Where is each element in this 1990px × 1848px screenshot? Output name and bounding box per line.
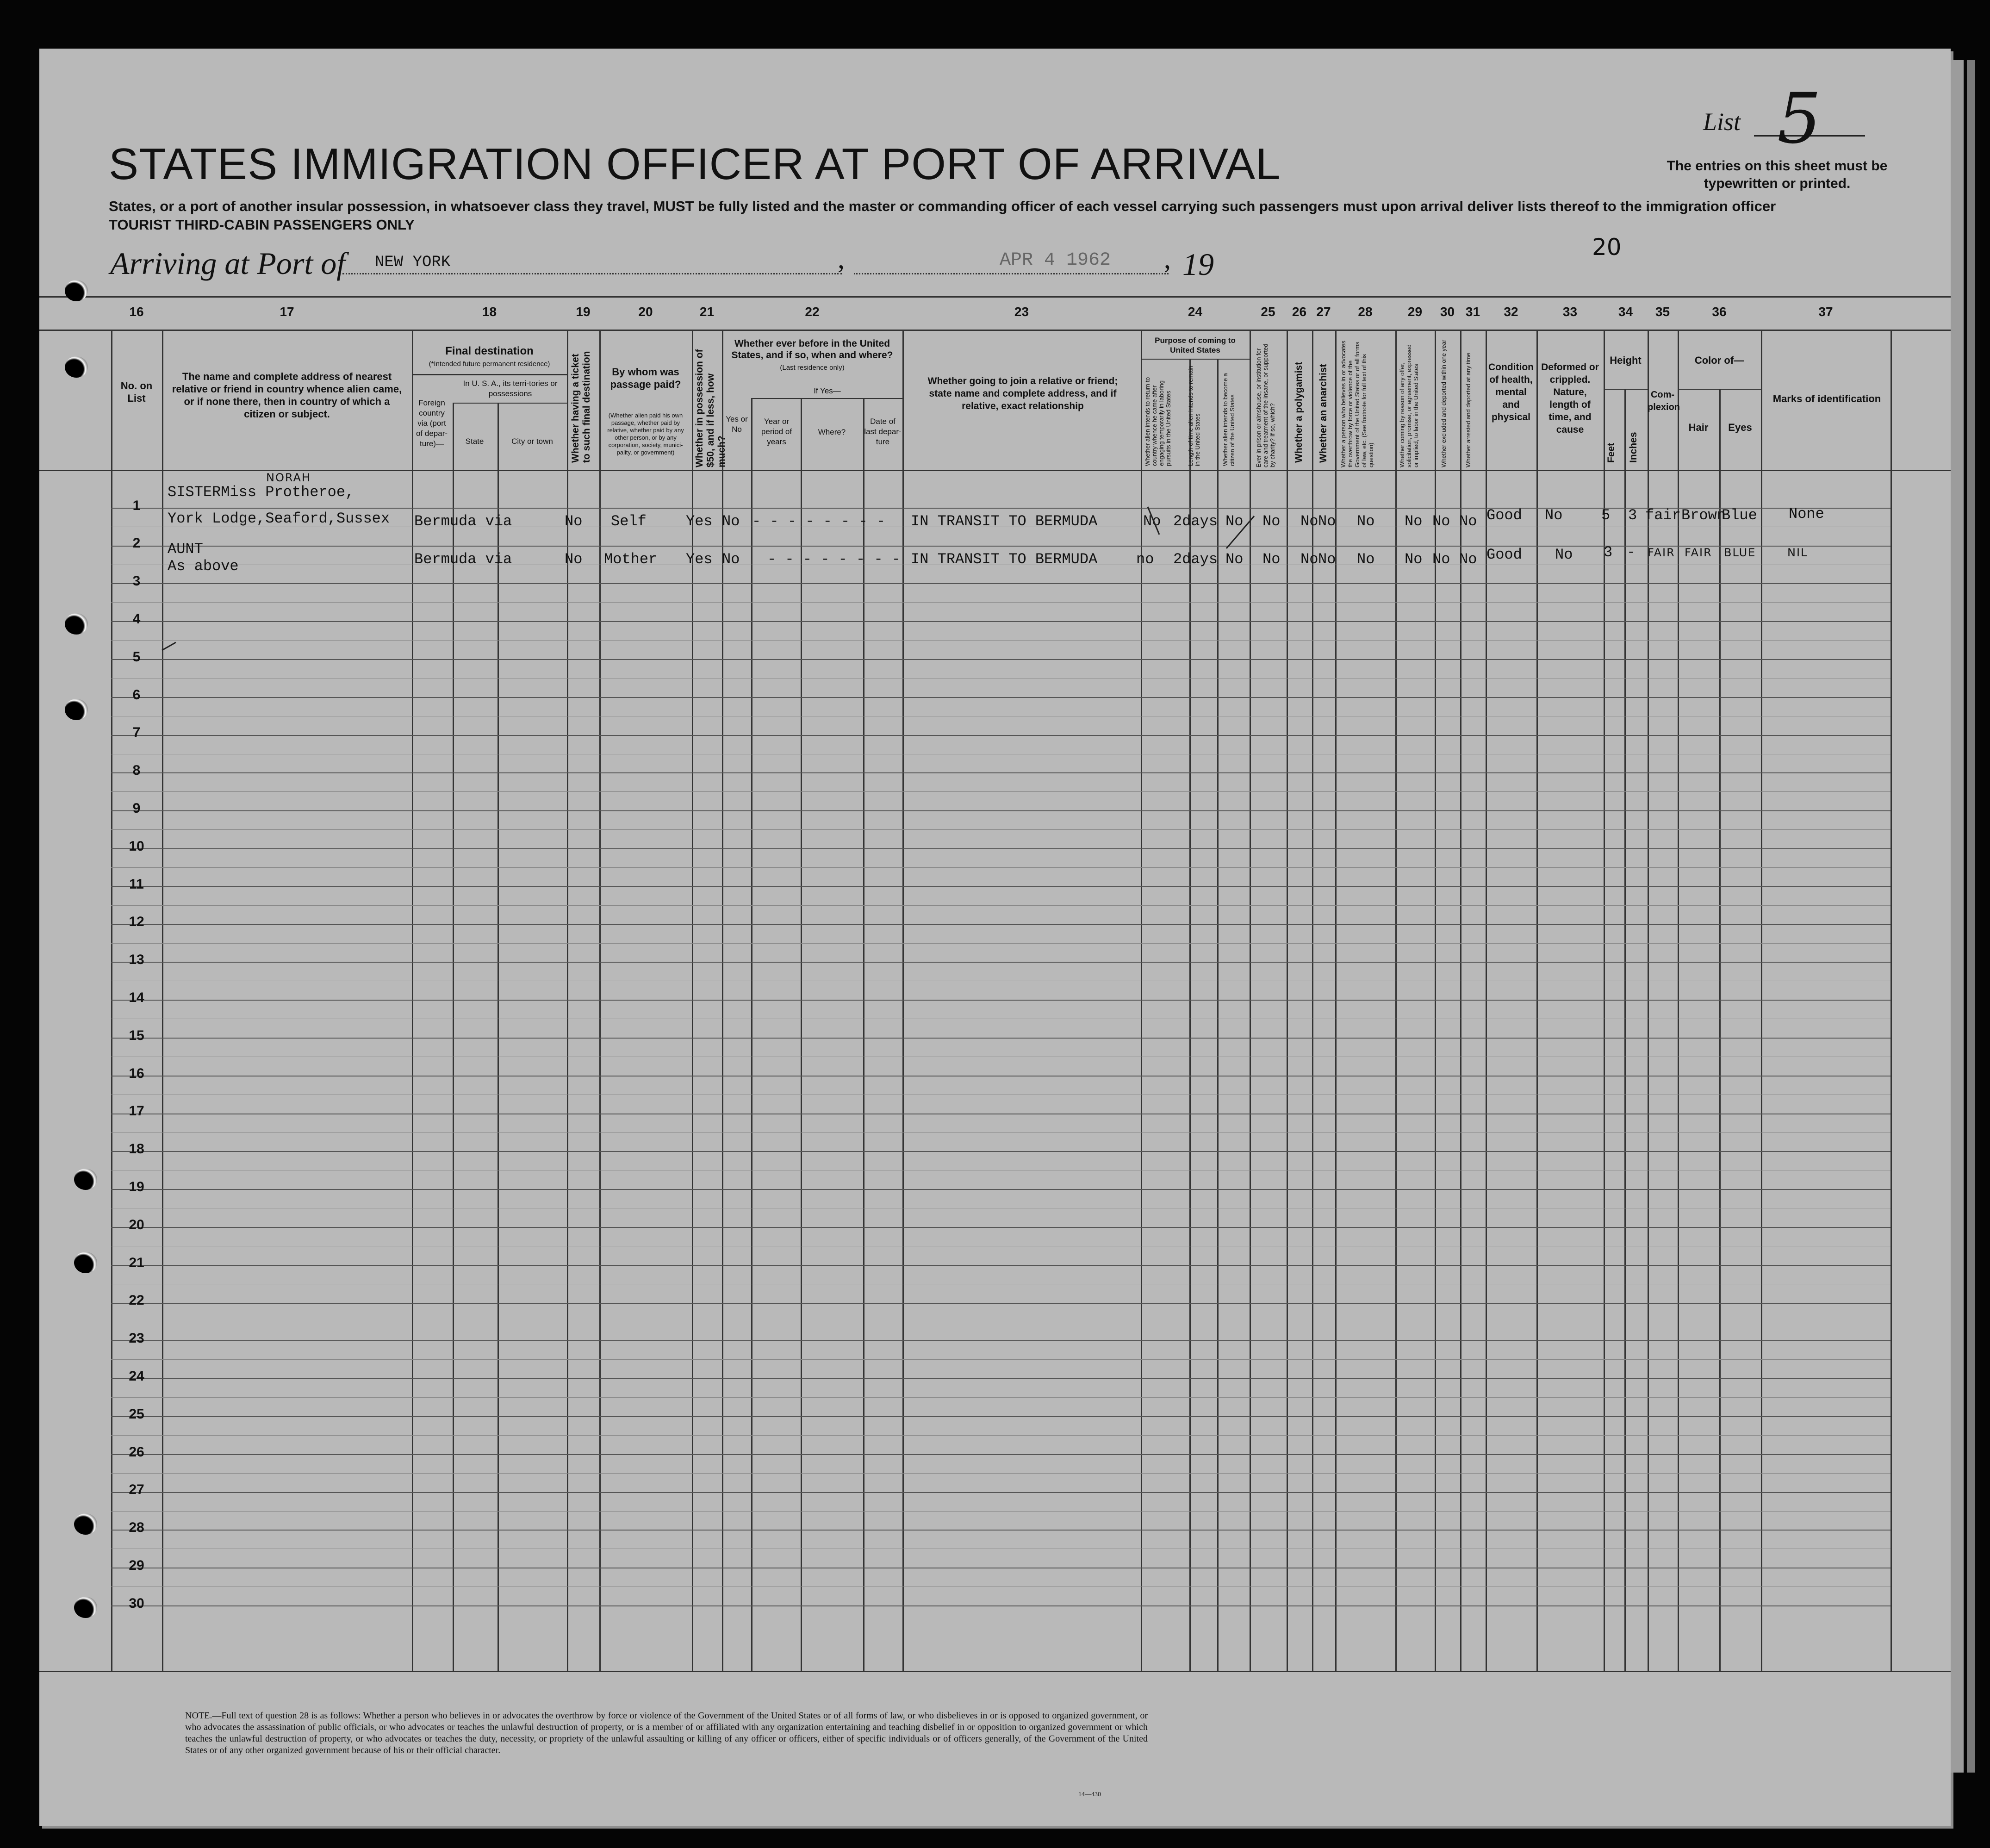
row-number: 25	[129, 1406, 144, 1422]
row2-complexion: FAIR	[1648, 546, 1675, 559]
row2-foreign: Bermuda via	[414, 551, 512, 568]
row-number: 7	[132, 725, 141, 740]
row-half-divider	[111, 640, 1890, 641]
punch-hole	[74, 1597, 97, 1618]
row2-possession: Yes	[686, 551, 713, 568]
header-final-destination: Final destination	[445, 345, 534, 357]
header-q29: Whether coming by reason of any offer, solicitation, promise, or agreement, expressed or implied, to labor in the United States	[1399, 344, 1419, 467]
header-by-whom: By whom was passage paid?	[610, 366, 681, 390]
colnum-30: 30	[1440, 305, 1455, 319]
header-yes-or-no: Yes or No	[726, 415, 748, 434]
header-if-yes: If Yes—	[814, 386, 841, 395]
colnum-18: 18	[482, 305, 497, 319]
row1-possession: Yes	[686, 513, 713, 530]
header-complexion: Com-plexion	[1648, 390, 1680, 412]
row1-paid-by: Self	[611, 513, 647, 530]
row-half-divider	[111, 1397, 1890, 1398]
row-half-divider	[111, 602, 1890, 603]
header-eyes: Eyes	[1728, 422, 1752, 433]
row1-ticket: No	[565, 513, 583, 530]
header-state: State	[465, 437, 484, 446]
row1-foreign: Bermuda via	[414, 513, 512, 530]
colnum-20: 20	[638, 305, 653, 319]
row-number: 9	[132, 801, 141, 816]
row-number: 18	[129, 1141, 144, 1157]
table-top-border	[39, 296, 1951, 298]
row1-q29: No	[1405, 513, 1423, 530]
header-hair: Hair	[1688, 422, 1709, 433]
punch-hole	[65, 356, 88, 378]
row2-marks: NIL	[1787, 546, 1808, 559]
column-divider	[801, 398, 802, 1671]
header-color-rule	[1678, 389, 1761, 390]
row1-q28: No	[1357, 513, 1375, 530]
row-number: 19	[129, 1179, 144, 1195]
colnum-22: 22	[805, 305, 820, 319]
table-header-border	[39, 470, 1951, 471]
list-number: 5	[1777, 79, 1822, 159]
header-foreign-country: Foreign country via (port of depar-ture)—	[416, 398, 448, 448]
row-half-divider	[111, 1359, 1890, 1360]
row-number: 23	[129, 1331, 144, 1346]
colnum-27: 27	[1316, 305, 1331, 319]
row-half-divider	[111, 1511, 1890, 1512]
header-color-of: Color of—	[1694, 355, 1744, 366]
row1-purpose-b: 2days	[1173, 513, 1218, 530]
row-divider	[111, 1530, 1890, 1531]
column-divider	[1719, 389, 1721, 1671]
row-number: 6	[132, 687, 141, 703]
header-final-destination-note: (*Intended future permanent residence)	[429, 360, 550, 368]
row-number: 24	[129, 1369, 144, 1384]
row1-relative-handwritten: NORAH	[266, 471, 311, 484]
row-number: 28	[129, 1520, 144, 1536]
row-divider	[111, 1265, 1890, 1266]
page-edge-right-2	[1967, 60, 1975, 1773]
colnum-37: 37	[1818, 305, 1833, 319]
typewritten-note: The entries on this sheet must be typewritten or printed.	[1667, 158, 1888, 191]
row1-q30: No	[1432, 513, 1450, 530]
row-number: 1	[132, 498, 141, 513]
row-divider	[111, 546, 1890, 547]
row2-anarchist: No	[1318, 551, 1336, 568]
header-polygamist: Whether a polygamist	[1294, 361, 1304, 463]
header-purpose: Purpose of coming to United States	[1155, 336, 1236, 355]
colnum-36: 36	[1712, 305, 1727, 319]
row-divider	[111, 1454, 1890, 1455]
row-number: 26	[129, 1444, 144, 1460]
header-prison: Ever in prison or almshouse, or institution for care and treatment of the insane, or supported by charity? If so, which?	[1255, 343, 1276, 467]
row-divider	[111, 1038, 1890, 1039]
colnum-21: 21	[699, 305, 715, 319]
row-divider	[111, 772, 1890, 773]
row1-ever-before: No	[722, 513, 740, 530]
check-mark-purpose	[1138, 502, 1259, 558]
header-deformed: Deformed or crippled. Nature, length of time, and cause	[1541, 362, 1599, 435]
colnum-24: 24	[1188, 305, 1203, 319]
header-if-yes-rule	[751, 398, 902, 399]
row2-deformed: No	[1555, 546, 1573, 563]
row-divider	[111, 886, 1890, 887]
row-number: 22	[129, 1293, 144, 1308]
row-divider	[111, 1227, 1890, 1228]
header-q31: Whether arrested and deported at any time	[1465, 353, 1472, 467]
row-half-divider	[111, 1473, 1890, 1474]
colnum-34: 34	[1618, 305, 1633, 319]
header-purpose-rule	[1141, 359, 1250, 360]
row1-relative-line1: SISTERMiss Protheroe,	[168, 484, 354, 501]
row-divider	[111, 621, 1890, 622]
row-number: 21	[129, 1255, 144, 1270]
row-divider	[111, 810, 1890, 811]
punch-hole	[74, 1252, 97, 1273]
column-divider	[1624, 389, 1626, 1671]
row-divider	[111, 1000, 1890, 1001]
header-ever-before: Whether ever before in the United States, and if so, when and where?	[731, 338, 893, 361]
arriving-label: Arriving at Port of	[110, 246, 346, 281]
row-divider	[111, 1605, 1890, 1606]
colnum-28: 28	[1358, 305, 1373, 319]
row1-feet: 5	[1601, 507, 1611, 524]
header-nearest-relative: The name and complete address of nearest relative or friend in country whence alien came, or if none there, then in country of which a citizen or subject.	[172, 371, 402, 420]
colnum-35: 35	[1655, 305, 1670, 319]
row-divider	[111, 848, 1890, 849]
row2-join: IN TRANSIT TO BERMUDA	[911, 551, 1098, 568]
row-divider	[111, 1189, 1890, 1190]
row-divider	[111, 1340, 1890, 1341]
row2-paid-by: Mother	[604, 551, 658, 568]
header-last-residence: (Last residence only)	[780, 364, 845, 372]
arrival-date-stamp: APR 4 1962	[1000, 250, 1111, 271]
row-half-divider	[111, 943, 1890, 944]
row-number: 16	[129, 1065, 144, 1081]
row2-ever-details: - - - - - - - -	[767, 551, 901, 568]
colnum-17: 17	[280, 305, 294, 319]
row-divider	[111, 1378, 1890, 1379]
row1-anarchist: No	[1318, 513, 1336, 530]
list-label: List	[1703, 108, 1741, 136]
header-no-on-list: No. on List	[120, 380, 153, 404]
row2-condition: Good	[1486, 546, 1522, 563]
row-number: 30	[129, 1595, 144, 1611]
colnum-23: 23	[1014, 305, 1029, 319]
footnote: NOTE.—Full text of question 28 is as follows: Whether a person who believes in or advocates the overthrow by force or violence of the Government of the United States or of all forms of law, or who disbelieves in or is opposed to organized government, or who advocates the assassination of public officials, or who advocates or teaches the unlawful destruction of property, or is a member of or affiliated with any organization entertaining and teaching disbelief in or opposition to organized government or which teaches the unlawful destruction of property, or who advocates or teaches the duty, necessity, or propriety of the unlawful assaulting or killing of any officer or officers, either of specific individuals or of officers generally, of the Government of the United States or of any other organized government because of his or their official character.	[185, 1711, 1148, 1755]
row2-relative-line2: As above	[168, 558, 239, 575]
row-half-divider	[111, 791, 1890, 792]
row-number: 13	[129, 952, 144, 968]
colnum-16: 16	[129, 305, 144, 319]
column-divider	[453, 403, 454, 1671]
row2-inches: -	[1627, 544, 1636, 561]
row-divider	[111, 1416, 1890, 1417]
row1-inches: 3	[1628, 507, 1637, 524]
comma-mark: ,	[838, 243, 845, 274]
row1-complexion: fair	[1645, 507, 1681, 524]
colnum-29: 29	[1407, 305, 1423, 319]
row-divider	[111, 962, 1890, 963]
year-prefix: 19	[1182, 247, 1214, 282]
row2-purpose-c: No	[1225, 551, 1244, 568]
header-final-destination-rule	[412, 374, 567, 375]
row2-purpose-a: no	[1136, 551, 1154, 568]
row-half-divider	[111, 1132, 1890, 1133]
row-number: 20	[129, 1217, 144, 1232]
header-purpose-b: Length of time alien intends to remain in the United States	[1187, 366, 1201, 466]
punch-hole	[74, 1513, 97, 1535]
header-marks: Marks of identification	[1772, 393, 1881, 404]
row1-condition: Good	[1486, 507, 1522, 524]
row1-deformed: No	[1545, 507, 1563, 524]
handwritten-year: 20	[1592, 234, 1622, 261]
row-number: 29	[129, 1558, 144, 1574]
row-number: 12	[129, 914, 144, 930]
header-anarchist: Whether an anarchist	[1318, 364, 1329, 463]
row2-eyes: BLUE	[1724, 546, 1756, 559]
row2-feet: 3	[1604, 544, 1613, 561]
row1-ever-details: - - - - - - - -	[752, 513, 886, 530]
row-number: 5	[132, 649, 141, 665]
header-possession: Whether in possession of $50, and if less, how much?	[694, 349, 727, 467]
row-divider	[111, 1151, 1890, 1152]
row-divider	[111, 1492, 1890, 1493]
column-divider	[498, 403, 499, 1671]
row-divider	[111, 1303, 1890, 1304]
column-divider	[751, 398, 752, 1671]
form-code: 14—430	[1078, 1791, 1101, 1798]
header-purpose-a: Whether alien intends to return to country whence he came after engaging temporarily in laboring pursuits in the United States	[1144, 377, 1172, 466]
row2-prison: No	[1262, 551, 1281, 568]
header-q30: Whether excluded and deported within one year	[1440, 339, 1447, 467]
row2-q29: No	[1405, 551, 1423, 568]
page-edge-right	[1951, 60, 1964, 1773]
colnum-26: 26	[1292, 305, 1307, 319]
row-number: 27	[129, 1482, 144, 1498]
column-divider	[863, 398, 864, 1671]
header-join-relative: Whether going to join a relative or friend; state name and complete address, and if relative, exact relationship	[927, 376, 1118, 411]
punch-hole	[74, 1169, 97, 1190]
row-number: 8	[132, 763, 141, 778]
row2-q30: No	[1432, 551, 1450, 568]
header-condition: Condition of health, mental and physical	[1488, 362, 1534, 423]
row1-q31: No	[1459, 513, 1477, 530]
header-ticket: Whether having a ticket to such final destination	[570, 351, 592, 463]
punch-hole	[65, 699, 88, 720]
header-by-whom-note: (Whether alien paid his own passage, whether paid by relative, whether paid by any other person, or by any corporation, society, munici-pality, or government)	[607, 412, 684, 456]
row1-polygamist: No	[1300, 513, 1318, 530]
row-half-divider	[111, 867, 1890, 868]
row1-eyes: Blue	[1722, 507, 1757, 524]
header-where: Where?	[818, 428, 846, 436]
row-number: 10	[129, 838, 144, 854]
header-feet: Feet	[1606, 442, 1617, 463]
row2-q28: No	[1357, 551, 1375, 568]
row-divider	[111, 735, 1890, 736]
page-subtitle: States, or a port of another insular possession, in whatsoever class they travel, MUST be fully listed and the master or commanding officer of each vessel carrying such passengers must upon arrival deliver lists thereof to the immigration officer	[109, 198, 1776, 214]
row-number: 17	[129, 1103, 144, 1119]
row1-hair: Brown	[1681, 507, 1726, 524]
punch-hole	[65, 280, 88, 301]
row1-purpose-c: No	[1225, 513, 1244, 530]
row-number: 14	[129, 990, 144, 1006]
row-number: 15	[129, 1027, 144, 1043]
row2-hair: FAIR	[1685, 546, 1712, 559]
arrival-port: NEW YORK	[375, 254, 451, 271]
colnum-31: 31	[1465, 305, 1480, 319]
header-date-departure: Date of last depar-ture	[864, 417, 902, 446]
row-half-divider	[111, 905, 1890, 906]
header-purpose-c: Whether alien intends to become a citizen of the United States	[1222, 373, 1236, 466]
row2-ever-before: No	[722, 551, 740, 568]
table-bottom-border	[39, 1671, 1951, 1672]
row-number: 4	[132, 611, 141, 627]
row1-relative-line2: York Lodge,Seaford,Sussex	[168, 510, 390, 527]
header-city: City or town	[511, 437, 553, 446]
row-number: 3	[132, 573, 141, 589]
row1-join: IN TRANSIT TO BERMUDA	[911, 513, 1098, 530]
port-line	[342, 273, 842, 274]
row-divider	[111, 659, 1890, 660]
comma-mark-2: ,	[1164, 243, 1171, 274]
row2-purpose-b: 2days	[1173, 551, 1218, 568]
header-in-usa-rule	[453, 403, 567, 404]
header-height-rule	[1604, 389, 1648, 390]
header-height: Height	[1610, 355, 1642, 366]
header-inches: Inches	[1628, 432, 1639, 463]
page-title: STATES IMMIGRATION OFFICER AT PORT OF ARRIVAL	[109, 139, 1281, 189]
table-colnum-border	[39, 330, 1951, 331]
colnum-25: 25	[1261, 305, 1275, 319]
row1-marks: None	[1789, 505, 1824, 523]
colnum-19: 19	[576, 305, 591, 319]
pen-mark-row4	[160, 639, 178, 653]
row2-polygamist: No	[1300, 551, 1318, 568]
header-q28: Whether a person who believes in or advocates the overthrow by force or violence of the Government of the United States or of all forms of law, etc. (See footnote for full text of this question)	[1340, 341, 1374, 467]
row1-purpose-a: No	[1143, 513, 1161, 530]
row-number: 2	[132, 535, 141, 551]
passenger-class: TOURIST THIRD-CABIN PASSENGERS ONLY	[109, 217, 415, 233]
column-divider	[1890, 330, 1892, 1671]
row-divider	[111, 924, 1890, 925]
row2-ticket: No	[565, 551, 583, 568]
colnum-32: 32	[1504, 305, 1518, 319]
row2-q31: No	[1459, 551, 1477, 568]
date-line	[854, 273, 1169, 274]
row-number: 11	[129, 876, 144, 892]
header-year-period: Year or period of years	[761, 417, 792, 446]
row-half-divider	[111, 1435, 1890, 1436]
row1-prison: No	[1262, 513, 1281, 530]
punch-hole	[65, 613, 88, 635]
row2-relative-line1: AUNT	[168, 541, 203, 558]
colnum-33: 33	[1562, 305, 1578, 319]
row-divider	[111, 697, 1890, 698]
header-in-usa: In U. S. A., its terri-tories or possessions	[463, 379, 558, 398]
row-divider	[111, 583, 1890, 584]
row-half-divider	[111, 829, 1890, 830]
row-divider	[111, 508, 1890, 509]
